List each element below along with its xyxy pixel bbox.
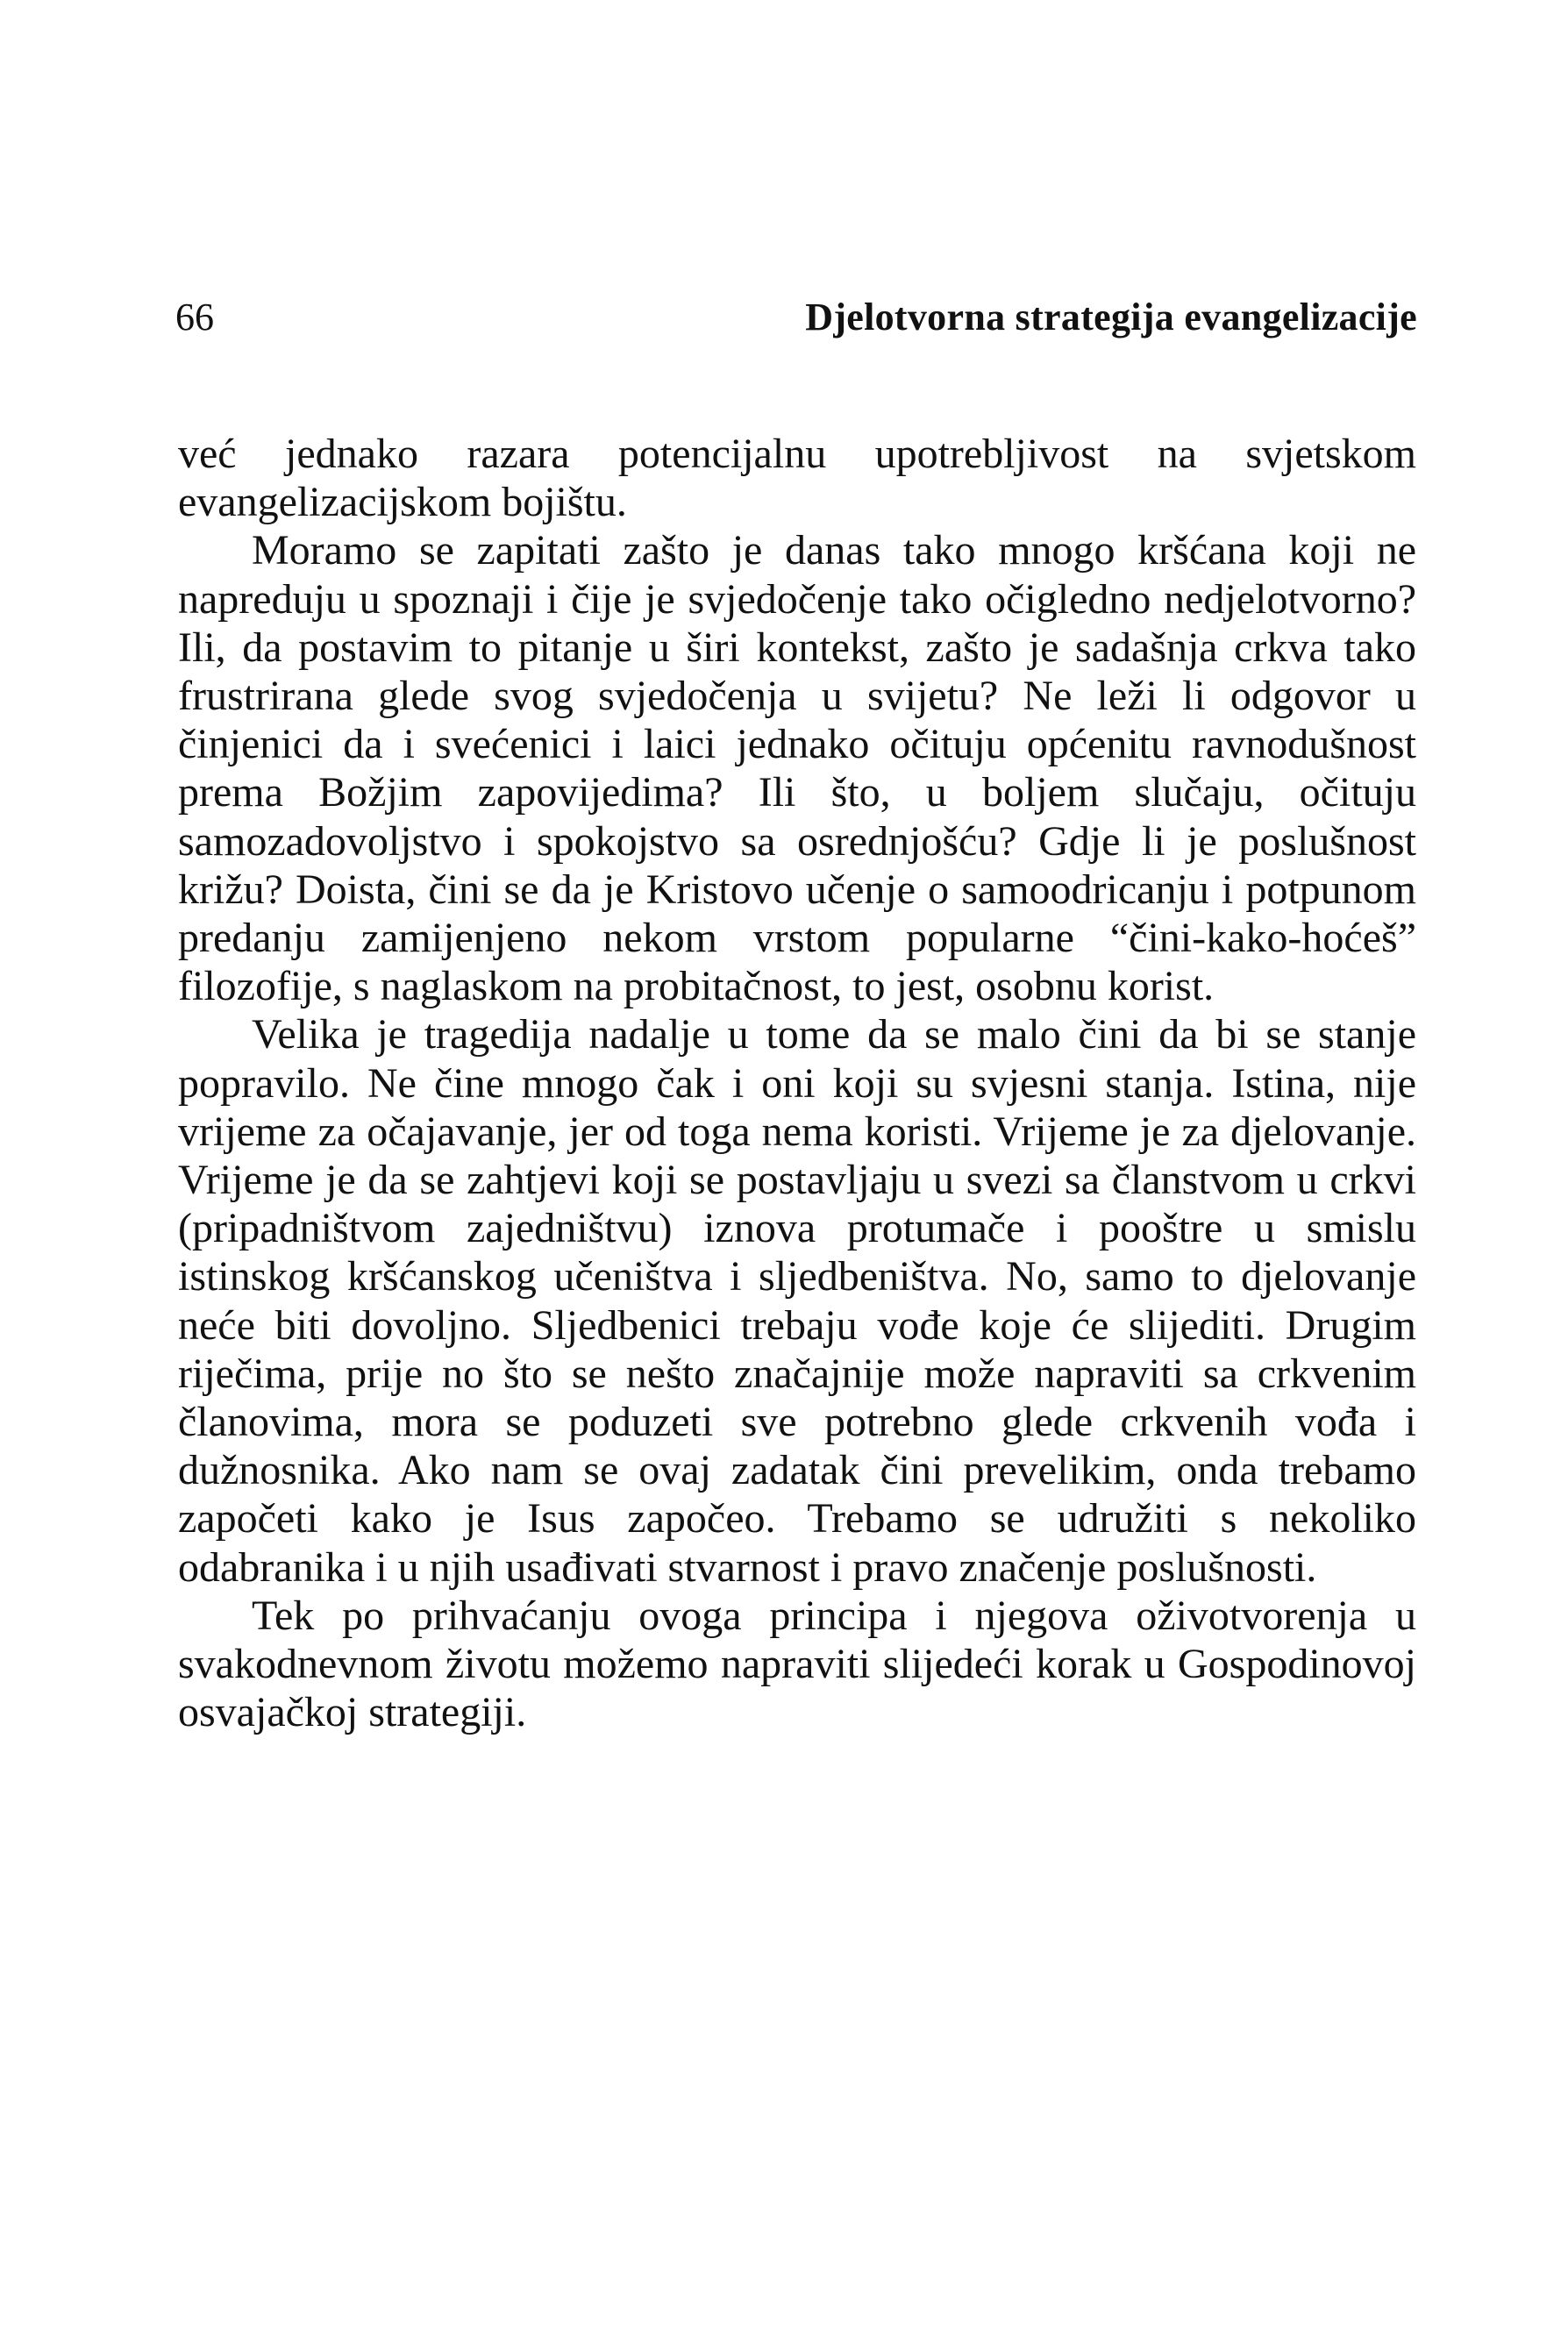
paragraph-continued: već jednako razara potencijalnu upotrebljivost na svjetskom evangelizacijskom bojištu. bbox=[178, 431, 1416, 526]
page-number: 66 bbox=[175, 296, 214, 338]
running-title: Djelotvorna strategija evangelizacije bbox=[805, 296, 1417, 338]
running-head bbox=[175, 295, 1417, 347]
paragraph: Tek po prihvaćanju ovoga principa i njegova oživotvorenja u svakodnevnom životu možemo napraviti slijedeći korak u Gospodinovoj osvajačkoj strategiji. bbox=[178, 1592, 1416, 1736]
body-text bbox=[178, 430, 1416, 1736]
paragraph: Velika je tragedija nadalje u tome da se malo čini da bi se stanje popravilo. Ne čine mnogo čak i oni koji su svjesni stanja. Istina, nije vrijeme za očajavanje, jer od toga nema koristi. Vrijeme je za djelovanje. Vrijeme je da se zahtjevi koji se postavljaju u svezi sa članstvom u crkvi (pripadništvom zajedništvu) iznova protumače i pooštre u smislu istinskog kršćanskog učeništva i sljedbeništva. No, samo to djelovanje neće biti dovoljno. Sljedbenici trebaju vođe koje će slijediti. Drugim riječima, prije no što se nešto značajnije može napraviti sa crkvenim članovima, mora se poduzeti sve potrebno glede crkvenih vođa i dužnosnika. Ako nam se ovaj zadatak čini prevelikim, onda trebamo započeti kako je Isus započeo. Trebamo se udružiti s nekoliko odabranika i u njih usađivati stvarnost i pravo značenje poslušnosti. bbox=[178, 1011, 1416, 1591]
paragraph: Moramo se zapitati zašto je danas tako mnogo kršćana koji ne napreduju u spoznaji i čije je svjedočenje tako očigledno nedjelotvorno? Ili, da postavim to pitanje u širi kontekst, zašto je sadašnja crkva tako frustrirana glede svog svjedočenja u svijetu? Ne leži li odgovor u činjenici da i svećenici i laici jednako očituju općenitu ravnodušnost prema Božjim zapovijedima? Ili što, u boljem slučaju, očituju samozadovoljstvo i spokojstvo sa osrednjošću? Gdje li je poslušnost križu? Doista, čini se da je Kristovo učenje o samoodricanju i potpunom predanju zamijenjeno nekom vrstom popularne “čini-kako-hoćeš” filozofije, s naglaskom na probitačnost, to jest, osobnu korist. bbox=[178, 527, 1416, 1010]
